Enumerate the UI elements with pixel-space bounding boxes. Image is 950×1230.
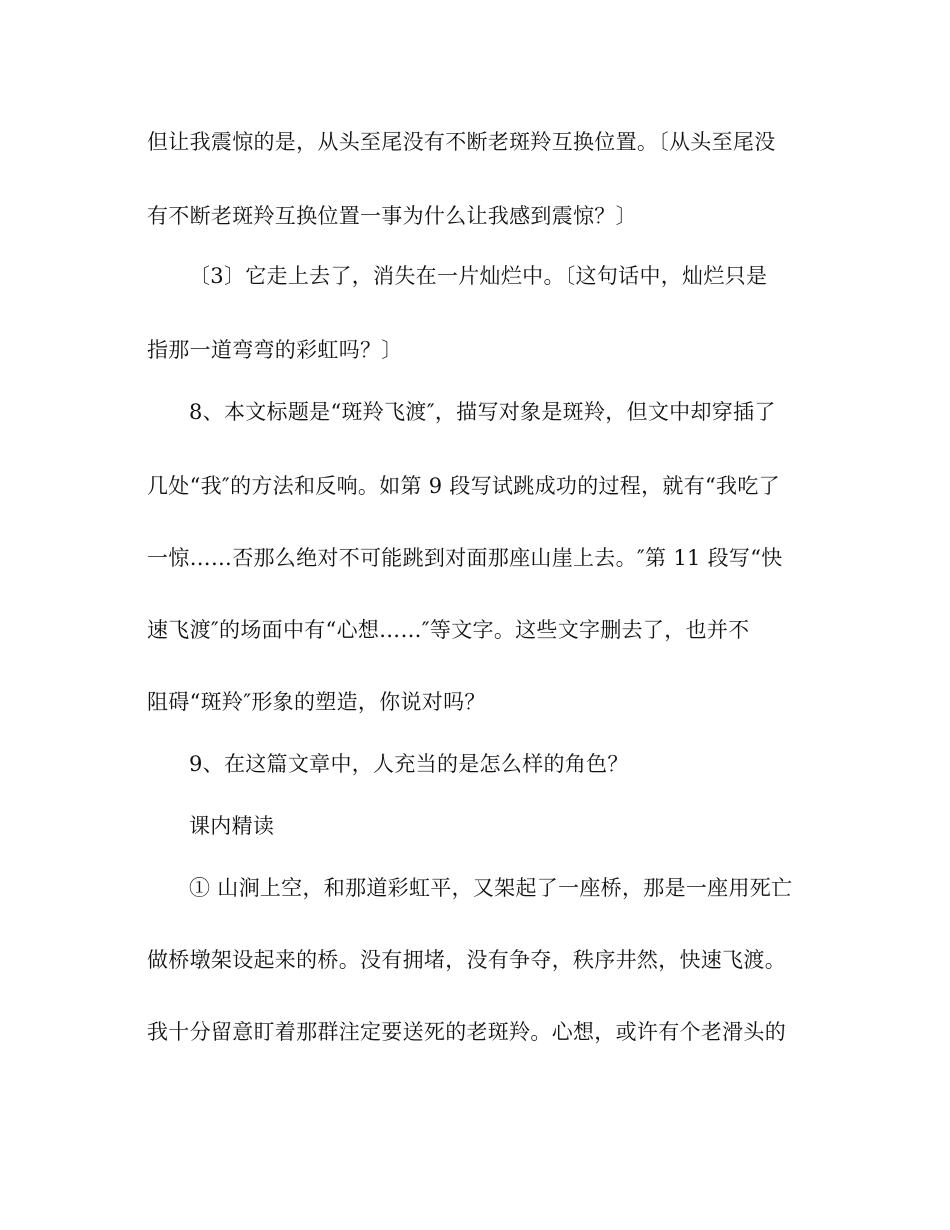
text-line: 做桥墩架设起来的桥。没有拥堵，没有争夺，秩序井然，快速飞渡。 xyxy=(147,948,786,972)
paragraph-1-line: ① 山涧上空，和那道彩虹平，又架起了一座桥，那是一座用死亡 xyxy=(189,876,793,900)
text-line: 几处“我″的方法和反响。如第 9 段写试跳成功的过程，就有“我吃了 xyxy=(147,474,780,498)
question-9-line: 9、在这篇文章中，人充当的是怎么样的角色？ xyxy=(189,752,629,776)
section-heading: 课内精读 xyxy=(189,814,275,838)
text-line: 速飞渡″的场面中有“心想……″等文字。这些文字删去了，也并不 xyxy=(147,618,750,642)
text-line: 我十分留意盯着那群注定要送死的老斑羚。心想，或许有个老滑头的 xyxy=(147,1020,786,1044)
question-8-line: 8、本文标题是“斑羚飞渡″，描写对象是斑羚，但文中却穿插了 xyxy=(189,400,776,424)
text-line: 阻碍“斑羚″形象的塑造，你说对吗？ xyxy=(147,690,486,714)
text-line: 一惊……否那么绝对不可能跳到对面那座山崖上去。″第 11 段写“快 xyxy=(147,546,783,570)
text-line: 但让我震惊的是，从头至尾没有不断老斑羚互换位置。〔从头至尾没 xyxy=(147,130,776,154)
text-line: 指那一道弯弯的彩虹吗？〕 xyxy=(147,338,403,362)
text-line: 有不断老斑羚互换位置一事为什么让我感到震惊？〕 xyxy=(147,204,637,228)
question-3-line: 〔3〕它走上去了，消失在一片灿烂中。〔这句话中，灿烂只是 xyxy=(189,264,768,288)
